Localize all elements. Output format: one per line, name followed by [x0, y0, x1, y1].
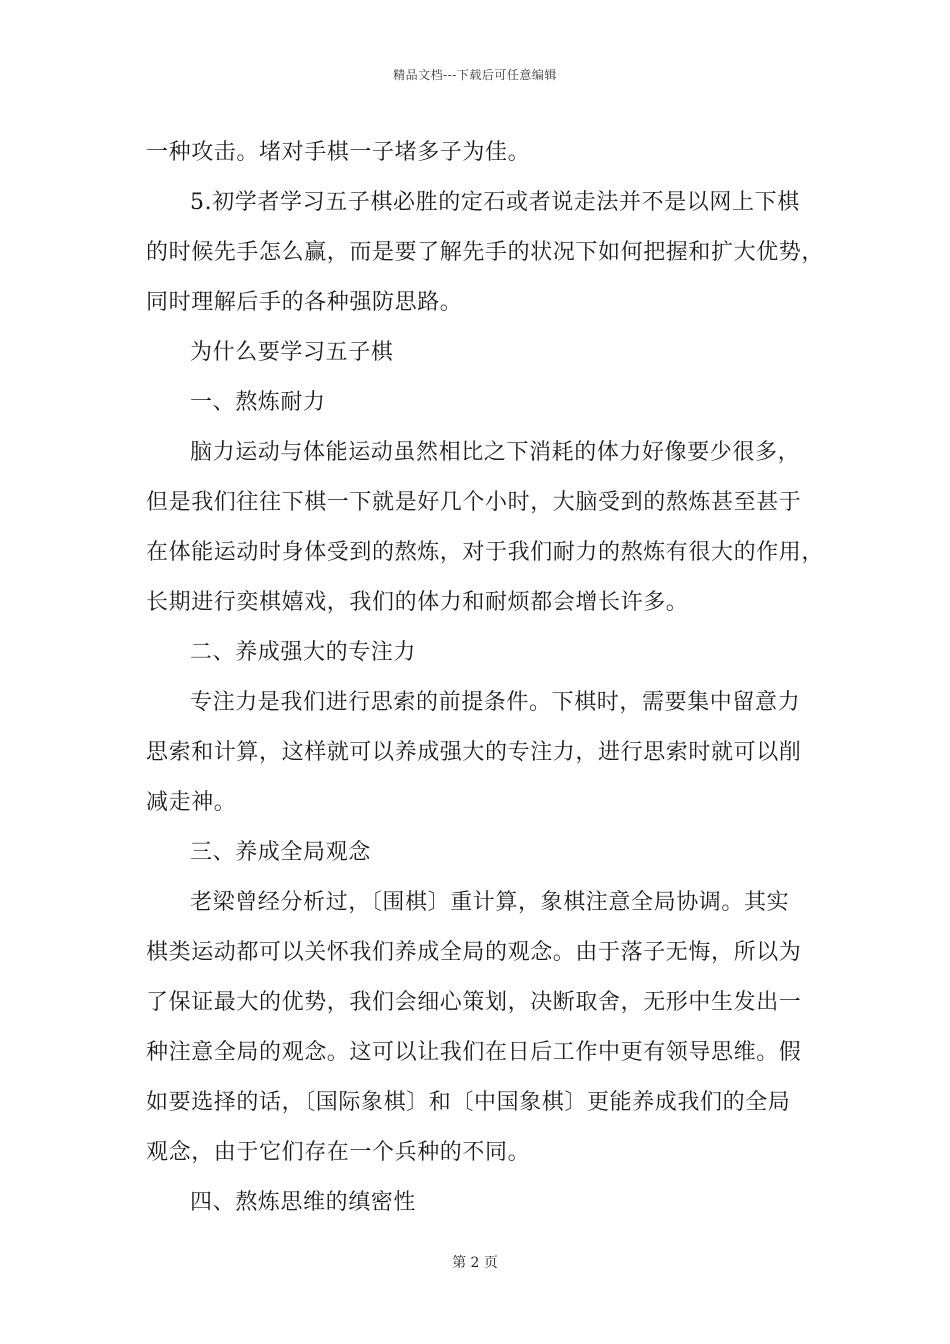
text-line: 观念，由于它们存在一个兵种的不同。	[146, 1140, 531, 1165]
text-line: 二、养成强大的专注力	[190, 640, 417, 665]
text-line: 种注意全局的观念。这可以让我们在日后工作中更有领导思维。假	[146, 1040, 802, 1065]
text-line: 了保证最大的优势，我们会细心策划，决断取舍，无形中生发出一	[146, 990, 802, 1015]
text-line: 三、养成全局观念	[190, 840, 371, 865]
page-header: 精品文档---下载后可任意编辑	[393, 68, 557, 82]
text-line: 棋类运动都可以关怀我们养成全局的观念。由于落子无悔，所以为	[146, 940, 802, 965]
text-line: 老梁曾经分析过，〔围棋〕重计算，象棋注意全局协调。其实	[190, 890, 790, 915]
page-number: 第 2 页	[452, 1255, 498, 1271]
text-line: 同时理解后手的各种强防思路。	[146, 290, 463, 315]
text-line: 四、熬炼思维的缜密性	[190, 1190, 417, 1215]
text-line: 专注力是我们进行思索的前提条件。下棋时，需要集中留意力	[190, 690, 801, 715]
text-line: 的时候先手怎么赢，而是要了解先手的状况下如何把握和扩大优势，	[146, 240, 825, 265]
text-line: 但是我们往往下棋一下就是好几个小时，大脑受到的熬炼甚至甚于	[146, 490, 802, 515]
text-line: 减走神。	[146, 790, 237, 815]
text-line: 一、熬炼耐力	[190, 390, 326, 415]
text-line: 为什么要学习五子棋	[190, 340, 394, 365]
text-line: 长期进行奕棋嬉戏，我们的体力和耐烦都会增长许多。	[146, 590, 689, 615]
document-body	[146, 128, 825, 1228]
text-line: 5.初学者学习五子棋必胜的定石或者说走法并不是以网上下棋	[190, 190, 800, 215]
text-line: 如要选择的话，〔国际象棋〕和〔中国象棋〕更能养成我们的全局	[146, 1090, 791, 1115]
text-line: 一种攻击。堵对手棋一子堵多子为佳。	[146, 140, 531, 165]
text-line: 脑力运动与体能运动虽然相比之下消耗的体力好像要少很多，	[190, 440, 801, 465]
text-line: 思索和计算，这样就可以养成强大的专注力，进行思索时就可以削	[146, 740, 802, 765]
text-line: 在体能运动时身体受到的熬炼，对于我们耐力的熬炼有很大的作用，	[146, 540, 825, 565]
